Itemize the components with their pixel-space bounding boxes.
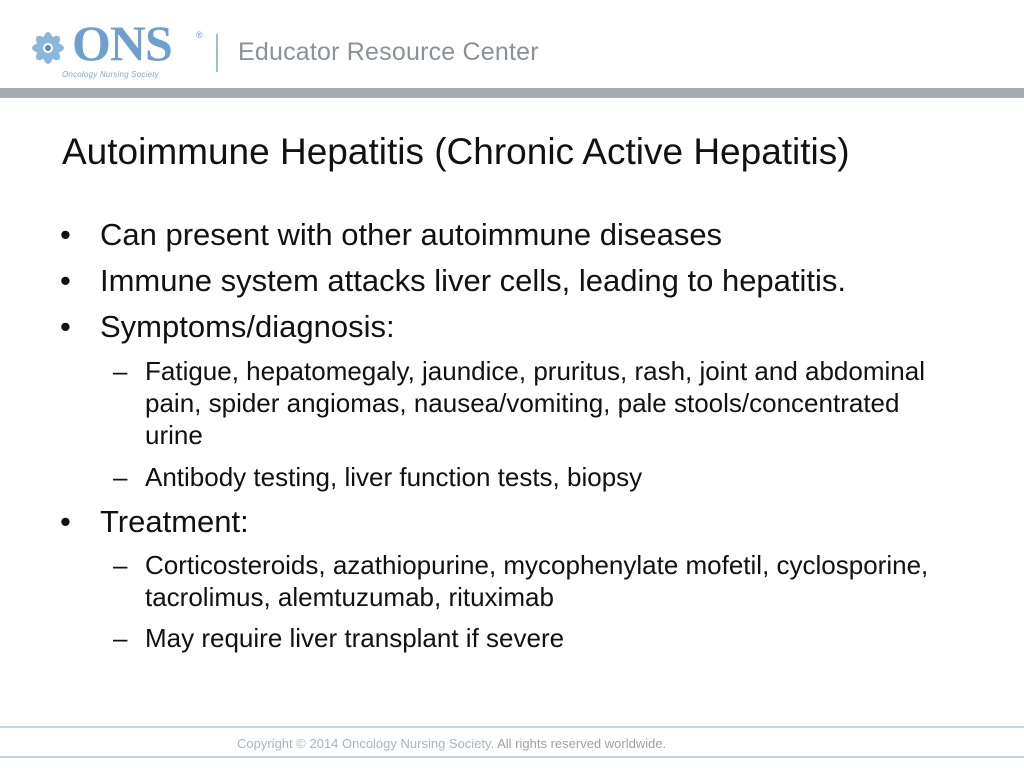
- bullet-marker: •: [60, 263, 71, 298]
- bullet-text: Can present with other autoimmune diseases: [100, 217, 723, 252]
- header-divider: [216, 34, 218, 72]
- header-title: Educator Resource Center: [238, 38, 539, 66]
- footer-divider-bottom: [0, 756, 1024, 758]
- header-band: [0, 88, 1024, 98]
- bullet-marker: •: [60, 217, 71, 252]
- bullet-text: Symptoms/diagnosis:: [100, 309, 395, 344]
- logo-text: ONS: [72, 15, 172, 71]
- logo-subtitle: Oncology Nursing Society: [62, 70, 159, 79]
- sub-bullet-marker: –: [113, 462, 128, 492]
- sub-bullet-marker: –: [113, 550, 128, 580]
- sub-bullet-text: Antibody testing, liver function tests, biopsy: [145, 462, 643, 492]
- copyright-text: Copyright © 2014 Oncology Nursing Society.: [237, 736, 495, 751]
- sub-bullet-marker: –: [113, 356, 128, 386]
- bullet-marker: •: [60, 309, 71, 344]
- slide-title: Autoimmune Hepatitis (Chronic Active Hepatitis): [62, 131, 850, 172]
- bullet-text: Treatment:: [100, 504, 249, 539]
- bullet-text: Immune system attacks liver cells, leading to hepatitis.: [100, 263, 847, 298]
- bullet-marker: •: [60, 504, 71, 539]
- sub-bullet-text: Fatigue, hepatomegaly, jaundice, pruritus, rash, joint and abdominal pain, spider angiomas, nausea/vomiting, pale stools/concentrated urine: [145, 356, 925, 450]
- copyright-notice: [237, 736, 666, 751]
- header: [0, 0, 1024, 88]
- footer-divider-top: [0, 726, 1024, 728]
- sub-bullet-text: May require liver transplant if severe: [145, 623, 565, 653]
- rights-text: All rights reserved worldwide.: [497, 736, 667, 751]
- ons-logo-icon: [18, 26, 78, 76]
- sub-bullet-marker: –: [113, 623, 128, 653]
- logo-registered-mark: ®: [196, 30, 203, 40]
- sub-bullet-text: Corticosteroids, azathiopurine, mycophenylate mofetil, cyclosporine, tacrolimus, alemtuzumab, rituximab: [145, 550, 929, 612]
